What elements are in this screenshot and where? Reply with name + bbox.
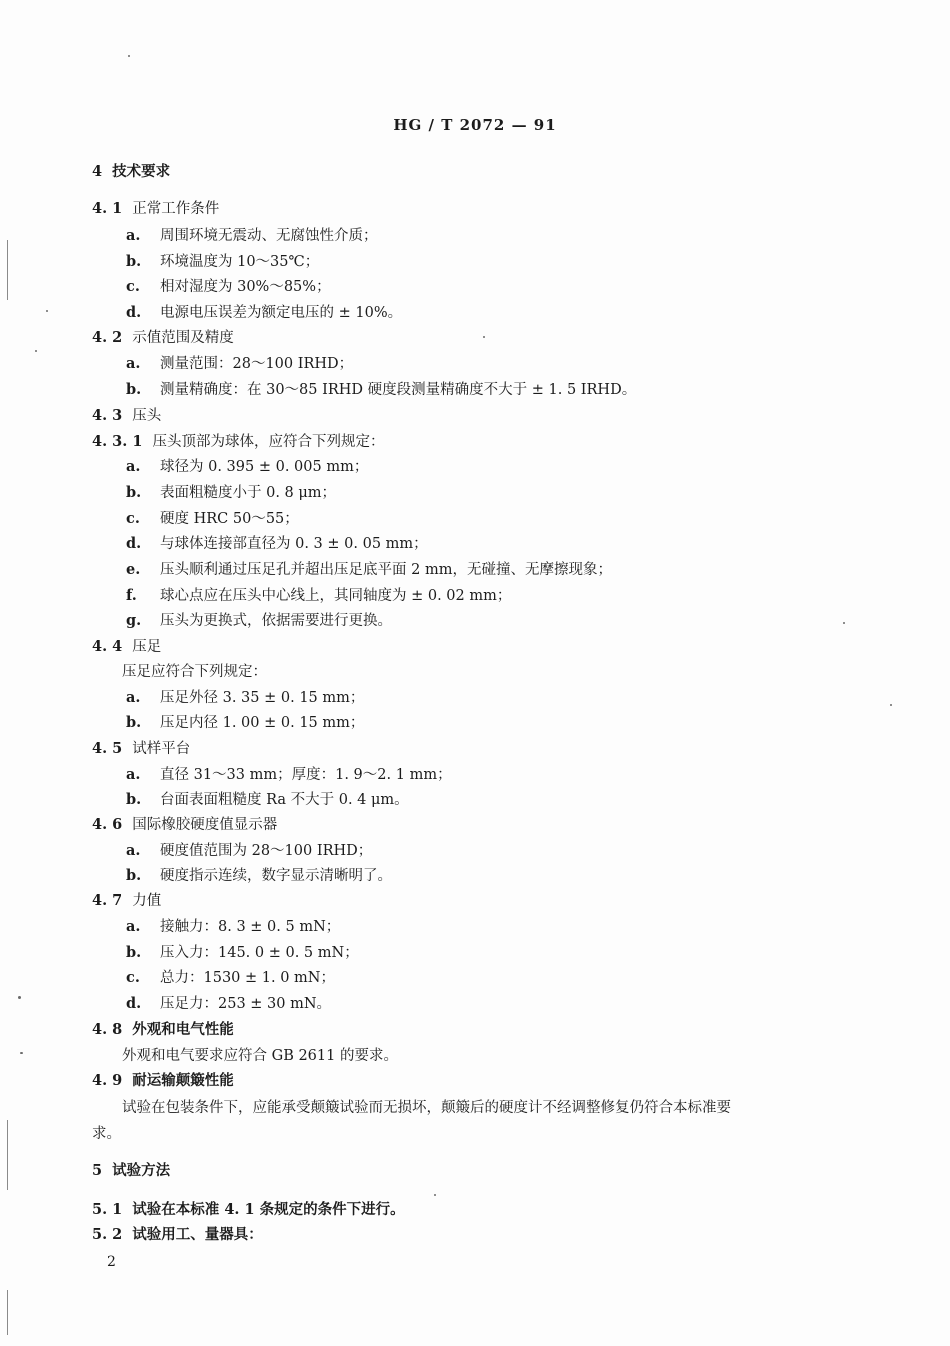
section-4-7-heading: [92, 891, 161, 911]
scan-speck: [128, 55, 130, 57]
scan-speck: [18, 996, 21, 999]
scan-edge-mark: [7, 1290, 8, 1335]
section-title: 试验方法: [112, 1162, 171, 1179]
item-label: f.: [126, 587, 137, 604]
list-item: [126, 994, 331, 1014]
section-title: 试验在本标准 4. 1 条规定的条件下进行。: [132, 1201, 405, 1218]
scan-edge-mark: [7, 240, 8, 300]
section-number: 4. 9: [92, 1072, 123, 1089]
section-number: 4: [92, 163, 103, 180]
list-item: [126, 560, 612, 580]
paragraph: 试验在包装条件下，应能承受颠簸试验而无损坏，颠簸后的硬度计不经调整修复仍符合本标准要: [122, 1100, 731, 1116]
section-title: 试验用工、量器具：: [132, 1226, 263, 1243]
list-item: [126, 968, 335, 988]
section-number: 4. 8: [92, 1021, 123, 1038]
list-item: [126, 509, 299, 529]
section-4-2-heading: [92, 328, 234, 348]
scan-edge-mark: [7, 1120, 8, 1190]
section-4-1-heading: [92, 199, 219, 219]
standard-header: HG / T 2072 — 91: [393, 116, 557, 134]
item-text: 周围环境无震动、无腐蚀性介质；: [160, 228, 378, 244]
item-label: c.: [126, 510, 140, 527]
item-text: 相对湿度为 30%～85%；: [160, 279, 331, 295]
section-5-2-heading: [92, 1225, 263, 1245]
section-number: 4. 7: [92, 892, 123, 909]
item-text: 硬度值范围为 28～100 IRHD；: [160, 843, 373, 859]
section-title: 压头顶部为球体，应符合下列规定：: [152, 434, 385, 450]
section-4-heading: [92, 162, 170, 182]
item-label: e.: [126, 561, 141, 578]
item-text: 直径 31～33 mm；厚度：1. 9～2. 1 mm；: [160, 767, 452, 783]
item-label: b.: [126, 867, 142, 884]
item-text: 测量精确度：在 30～85 IRHD 硬度段测量精确度不大于 ± 1. 5 IRHD。: [160, 382, 637, 398]
section-title: 国际橡胶硬度值显示器: [132, 817, 278, 833]
section-number: 4. 3. 1: [92, 433, 143, 450]
item-label: d.: [126, 304, 142, 321]
list-item: [126, 917, 340, 937]
item-text: 压头顺利通过压足孔并超出压足底平面 2 mm，无碰撞、无摩擦现象；: [160, 562, 612, 578]
section-number: 4. 3: [92, 407, 123, 424]
item-label: b.: [126, 381, 142, 398]
item-text: 硬度 HRC 50～55；: [160, 511, 299, 527]
item-label: a.: [126, 766, 141, 783]
section-number: 4. 1: [92, 200, 123, 217]
section-4-6-heading: [92, 815, 277, 835]
item-label: b.: [126, 253, 142, 270]
item-text: 压入力：145. 0 ± 0. 5 mN；: [160, 945, 359, 961]
paragraph: 压足应符合下列规定：: [122, 664, 267, 680]
item-label: a.: [126, 355, 141, 372]
paragraph-continuation: 求。: [92, 1126, 121, 1142]
scan-speck: [483, 336, 485, 338]
item-label: g.: [126, 612, 142, 629]
item-text: 测量范围：28～100 IRHD；: [160, 356, 354, 372]
item-label: a.: [126, 842, 141, 859]
list-item: [126, 866, 392, 886]
item-text: 台面表面粗糙度 Ra 不大于 0. 4 μm。: [160, 792, 409, 808]
section-number: 4. 5: [92, 740, 123, 757]
section-number: 4. 6: [92, 816, 123, 833]
item-text: 总力：1530 ± 1. 0 mN；: [160, 970, 335, 986]
section-4-9-heading: [92, 1071, 234, 1091]
item-label: c.: [126, 278, 140, 295]
item-text: 表面粗糙度小于 0. 8 μm；: [160, 485, 337, 501]
section-number: 5. 1: [92, 1201, 123, 1218]
section-title: 正常工作条件: [132, 201, 220, 217]
section-title: 技术要求: [112, 163, 171, 180]
section-title: 压足: [132, 639, 162, 655]
list-item: [126, 277, 331, 297]
item-text: 压足外径 3. 35 ± 0. 15 mm；: [160, 690, 365, 706]
item-text: 接触力：8. 3 ± 0. 5 mN；: [160, 919, 341, 935]
list-item: [126, 534, 428, 554]
item-label: b.: [126, 944, 142, 961]
scan-speck: [890, 704, 892, 706]
item-text: 压足力：253 ± 30 mN。: [160, 996, 332, 1012]
item-label: a.: [126, 918, 141, 935]
page-number: 2: [107, 1254, 116, 1270]
section-4-8-heading: [92, 1020, 234, 1040]
section-number: 5: [92, 1162, 103, 1179]
list-item: [126, 380, 636, 400]
list-item: [126, 252, 319, 272]
list-item: [126, 354, 353, 374]
list-item: [126, 303, 402, 323]
scan-speck: [843, 622, 845, 624]
section-number: 4. 4: [92, 638, 123, 655]
item-text: 球径为 0. 395 ± 0. 005 mm；: [160, 459, 369, 475]
list-item: [126, 713, 364, 733]
list-item: [126, 226, 378, 246]
section-4-5-heading: [92, 739, 190, 759]
list-item: [126, 765, 452, 785]
section-title: 试样平台: [132, 741, 191, 757]
item-label: a.: [126, 689, 141, 706]
list-item: [126, 943, 359, 963]
list-item: [126, 483, 336, 503]
scan-speck: [20, 1052, 23, 1054]
item-label: a.: [126, 227, 141, 244]
scan-speck: [434, 1194, 436, 1196]
list-item: [126, 457, 368, 477]
section-4-3-1-heading: [92, 432, 384, 452]
item-label: a.: [126, 458, 141, 475]
list-item: [126, 841, 372, 861]
item-label: b.: [126, 714, 142, 731]
list-item: [126, 688, 364, 708]
item-text: 压足内径 1. 00 ± 0. 15 mm；: [160, 715, 365, 731]
section-4-3-heading: [92, 406, 161, 426]
section-title: 外观和电气性能: [132, 1021, 234, 1038]
item-text: 球心点应在压头中心线上，其同轴度为 ± 0. 02 mm；: [160, 588, 512, 604]
item-text: 压头为更换式，依据需要进行更换。: [160, 613, 392, 629]
scan-speck: [46, 310, 48, 312]
section-title: 示值范围及精度: [132, 330, 234, 346]
item-label: b.: [126, 484, 142, 501]
section-number: 4. 2: [92, 329, 123, 346]
section-title: 力值: [132, 893, 162, 909]
list-item: [126, 586, 511, 606]
item-label: d.: [126, 995, 142, 1012]
item-text: 电源电压误差为额定电压的 ± 10%。: [160, 305, 403, 321]
section-4-4-heading: [92, 637, 161, 657]
section-number: 5. 2: [92, 1226, 123, 1243]
item-text: 环境温度为 10～35℃；: [160, 254, 320, 270]
item-text: 硬度指示连续，数字显示清晰明了。: [160, 868, 392, 884]
item-label: b.: [126, 791, 142, 808]
list-item: [126, 611, 392, 631]
section-5-1-heading: [92, 1200, 405, 1220]
section-title: 耐运输颠簸性能: [132, 1072, 234, 1089]
item-text: 与球体连接部直径为 0. 3 ± 0. 05 mm；: [160, 536, 428, 552]
section-title: 压头: [132, 408, 162, 424]
paragraph: 外观和电气要求应符合 GB 2611 的要求。: [122, 1048, 398, 1064]
scan-speck: [35, 350, 37, 352]
list-item: [126, 790, 409, 810]
item-label: d.: [126, 535, 142, 552]
section-5-heading: [92, 1161, 170, 1181]
item-label: c.: [126, 969, 140, 986]
